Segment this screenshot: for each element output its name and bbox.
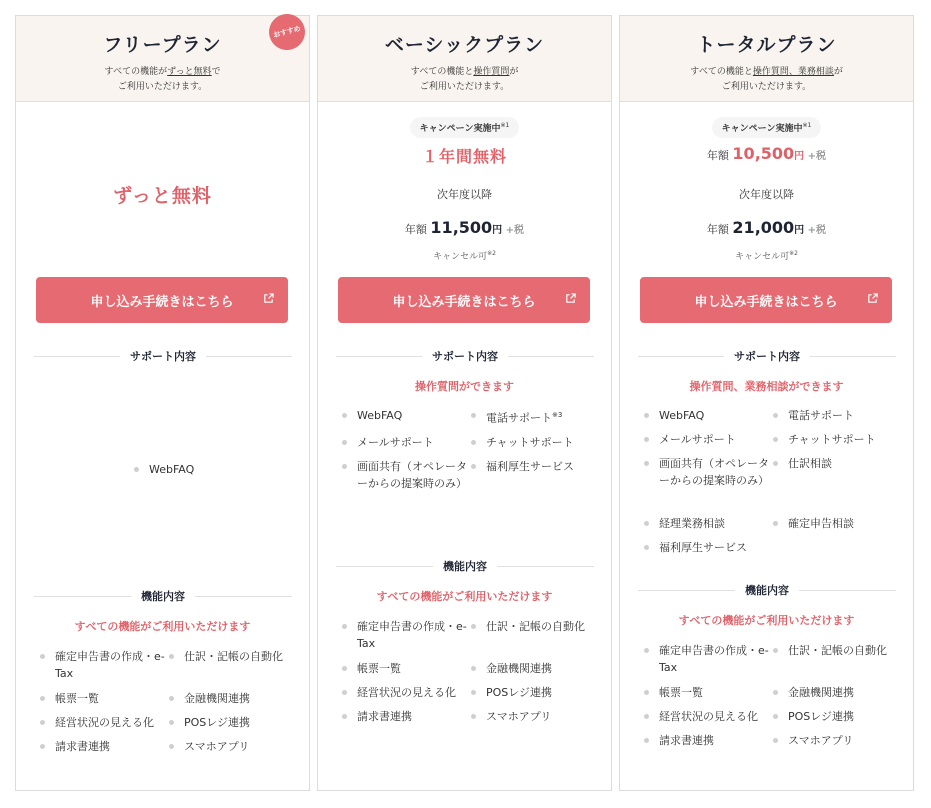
feature-item: POSレジ連携	[771, 708, 854, 725]
campaign-row	[318, 116, 611, 138]
feature-item: 仕訳・記帳の自動化	[167, 648, 292, 665]
support-item: 確定申告相談	[771, 515, 854, 532]
feature-section-subtitle: すべての機能がご利用いただけます	[74, 620, 251, 633]
external-link-icon	[263, 293, 274, 304]
support-item: WebFAQ	[340, 407, 402, 424]
feature-section-title: 機能内容	[336, 558, 594, 574]
plan-name: フリープラン	[103, 34, 222, 56]
cancel-note: キャンセル可$^{※2}$	[433, 250, 496, 262]
support-section-subtitle: 操作質問、業務相談ができます	[689, 380, 844, 393]
plan-card-total	[619, 15, 914, 791]
feature-item: スマホアプリ	[771, 732, 853, 749]
feature-item: 確定申告書の作成・e-Tax	[340, 618, 470, 652]
cancel-note: キャンセル可$^{※2}$	[735, 250, 798, 262]
feature-item: 仕訳・記帳の自動化	[771, 642, 896, 659]
plan-description: すべての機能と操作質問が ご利用いただけます。	[410, 67, 519, 92]
feature-item: 確定申告書の作成・e-Tax	[642, 642, 772, 676]
support-item: 画面共有（オペレーターからの提案時のみ）	[642, 455, 770, 489]
feature-item: 請求書連携	[642, 732, 714, 749]
support-section-title: サポート内容	[34, 348, 292, 364]
feature-item: 確定申告書の作成・e-Tax	[38, 648, 168, 682]
support-item: メールサポート	[642, 431, 736, 448]
plan-header	[16, 16, 309, 102]
plan-description: すべての機能と操作質問、業務相談が ご利用いただけます。	[690, 67, 843, 92]
feature-item: 金融機関連携	[167, 690, 250, 707]
campaign-badge: キャンペーン実施中$^{※1}$	[712, 117, 822, 138]
annual-price: 年額 11,500円 +税	[404, 218, 525, 237]
feature-item: 金融機関連携	[469, 660, 552, 677]
apply-button[interactable]: 申し込み手続きはこちら	[36, 277, 288, 323]
feature-item: 請求書連携	[340, 708, 412, 725]
campaign-price: 年額 10,500円 +税	[706, 144, 827, 163]
support-item: 画面共有（オペレーターからの提案時のみ）	[340, 458, 468, 492]
support-item: 福利厚生サービス	[469, 458, 574, 475]
feature-item: 経営状況の見える化	[642, 708, 758, 725]
feature-section-title: 機能内容	[638, 582, 896, 598]
campaign-badge: キャンペーン実施中$^{※1}$	[410, 117, 520, 138]
support-section-title: サポート内容	[638, 348, 896, 364]
feature-item: 経営状況の見える化	[340, 684, 456, 701]
apply-button[interactable]: 申し込み手続きはこちら	[640, 277, 892, 323]
feature-item: 帳票一覧	[340, 660, 401, 677]
feature-item: POSレジ連携	[469, 684, 552, 701]
support-item: 経理業務相談	[642, 515, 725, 532]
support-item: メールサポート	[340, 434, 434, 451]
plan-header	[620, 16, 913, 102]
feature-item: 仕訳・記帳の自動化	[469, 618, 594, 635]
feature-section-subtitle: すべての機能がご利用いただけます	[678, 614, 855, 627]
support-item: WebFAQ	[132, 461, 194, 478]
support-section-subtitle: 操作質問ができます	[415, 380, 514, 393]
support-item: 福利厚生サービス	[642, 539, 747, 556]
next-year-label: 次年度以降	[739, 188, 794, 201]
feature-item: 金融機関連携	[771, 684, 854, 701]
plan-name: ベーシックプラン	[384, 34, 545, 56]
feature-item: 帳票一覧	[642, 684, 703, 701]
feature-item: 請求書連携	[38, 738, 110, 755]
feature-item: スマホアプリ	[469, 708, 551, 725]
price-label: １年間無料	[421, 147, 507, 166]
plan-name: トータルプラン	[696, 34, 837, 56]
external-link-icon	[565, 293, 576, 304]
support-section-title: サポート内容	[336, 348, 594, 364]
feature-item: スマホアプリ	[167, 738, 249, 755]
next-year-label: 次年度以降	[437, 188, 492, 201]
feature-item: 経営状況の見える化	[38, 714, 154, 731]
support-item: 電話サポート$^{※3}$	[469, 407, 562, 427]
support-item: 電話サポート	[771, 407, 854, 424]
feature-section-title: 機能内容	[34, 588, 292, 604]
support-item: 仕訳相談	[771, 455, 832, 472]
support-item: チャットサポート	[771, 431, 876, 448]
external-link-icon	[867, 293, 878, 304]
plan-card-basic	[317, 15, 612, 791]
plan-card-free	[15, 15, 310, 791]
plan-header	[318, 16, 611, 102]
annual-price: 年額 21,000円 +税	[706, 218, 827, 237]
feature-item: POSレジ連携	[167, 714, 250, 731]
apply-button[interactable]: 申し込み手続きはこちら	[338, 277, 590, 323]
feature-item: 帳票一覧	[38, 690, 99, 707]
support-item: WebFAQ	[642, 407, 704, 424]
price-label: ずっと無料	[113, 185, 212, 207]
feature-section-subtitle: すべての機能がご利用いただけます	[376, 590, 553, 603]
plan-description: すべての機能がずっと無料で ご利用いただけます。	[104, 67, 221, 92]
recommended-badge: おすすめ	[265, 10, 309, 54]
support-item: チャットサポート	[469, 434, 574, 451]
campaign-row	[620, 116, 913, 138]
